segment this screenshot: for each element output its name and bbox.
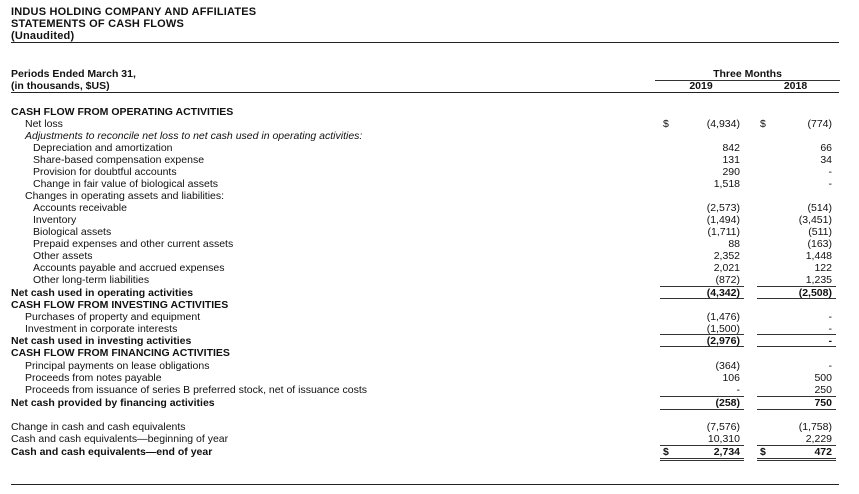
value-2018: (774) xyxy=(807,118,832,130)
value-2018: 2,229 xyxy=(805,433,832,445)
value-2018: 500 xyxy=(814,372,832,384)
subtotal-rule xyxy=(757,298,836,299)
row-label: Adjustments to reconcile net loss to net cash used in operating activities: xyxy=(25,130,363,142)
value-2018: - xyxy=(828,311,832,323)
row-label: Investment in corporate interests xyxy=(25,323,178,335)
value-2018: (514) xyxy=(807,202,832,214)
row-label: Cash and cash equivalents—end of year xyxy=(11,446,213,458)
value-2018: 34 xyxy=(820,154,832,166)
period-label: Periods Ended March 31, xyxy=(11,68,136,80)
value-2019: - xyxy=(736,384,740,396)
subtotal-rule xyxy=(660,334,744,335)
value-2019: (1,711) xyxy=(707,226,740,238)
row-label: Other long-term liabilities xyxy=(33,274,150,286)
subtotal-rule xyxy=(757,445,836,446)
value-2018: 1,448 xyxy=(805,250,832,262)
value-2019: (364) xyxy=(715,360,740,372)
value-2018: 250 xyxy=(814,384,832,396)
value-2018: 1,235 xyxy=(805,274,832,286)
row-label: Net cash provided by financing activities xyxy=(11,397,215,409)
currency-symbol-2019: $ xyxy=(663,446,669,458)
value-2019: 131 xyxy=(722,154,740,166)
row-label: Depreciation and amortization xyxy=(33,142,173,154)
row-label: CASH FLOW FROM FINANCING ACTIVITIES xyxy=(11,347,230,359)
value-2018: - xyxy=(828,323,832,335)
row-label: Accounts receivable xyxy=(33,202,127,214)
statement-title: STATEMENTS OF CASH FLOWS xyxy=(11,18,185,30)
value-2019: (1,494) xyxy=(706,214,740,226)
row-label: Cash and cash equivalents—beginning of year xyxy=(11,433,229,445)
subtotal-rule xyxy=(660,346,744,347)
value-2018: 122 xyxy=(814,262,832,274)
value-2018: (163) xyxy=(807,238,832,250)
row-label: Share-based compensation expense xyxy=(33,154,205,166)
subtotal-rule xyxy=(757,396,836,397)
value-2018: (1,758) xyxy=(798,421,832,433)
value-2019: (7,576) xyxy=(706,421,740,433)
value-2018: 66 xyxy=(820,142,832,154)
total-rule xyxy=(757,409,836,410)
year-2018-header: 2018 xyxy=(783,80,808,92)
column-header-underline xyxy=(11,92,839,93)
currency-symbol-2019: $ xyxy=(663,118,669,130)
year-2019-header: 2019 xyxy=(689,80,713,92)
value-2019: (1,476) xyxy=(706,311,740,323)
row-label: Changes in operating assets and liabilities: xyxy=(25,190,225,202)
value-2019: 10,310 xyxy=(707,433,740,445)
value-2018: 750 xyxy=(814,397,832,409)
row-label: Prepaid expenses and other current assets xyxy=(33,238,234,250)
value-2018: 472 xyxy=(814,446,832,458)
value-2018: - xyxy=(828,166,832,178)
value-2019: 290 xyxy=(722,166,740,178)
currency-symbol-2018: $ xyxy=(760,446,766,458)
row-label: CASH FLOW FROM INVESTING ACTIVITIES xyxy=(11,299,229,311)
value-2019: 842 xyxy=(722,142,740,154)
subtotal-rule xyxy=(757,286,836,287)
unaudited-label: (Unaudited) xyxy=(11,30,75,42)
value-2019: (4,934) xyxy=(706,118,740,130)
value-2019: (258) xyxy=(715,397,740,409)
grand-total-double-rule xyxy=(757,458,836,461)
grand-total-double-rule xyxy=(660,458,744,461)
row-label: Other assets xyxy=(33,250,93,262)
value-2018: - xyxy=(828,335,832,347)
row-label: Purchases of property and equipment xyxy=(25,311,201,323)
value-2019: 2,021 xyxy=(713,262,740,274)
row-label: Inventory xyxy=(33,214,77,226)
subtotal-rule xyxy=(757,334,836,335)
row-label: Provision for doubtful accounts xyxy=(33,166,177,178)
row-label: Change in cash and cash equivalents xyxy=(11,421,186,433)
subtotal-rule xyxy=(660,396,744,397)
subtotal-rule xyxy=(660,298,744,299)
value-2019: (4,342) xyxy=(706,287,740,299)
units-label: (in thousands, $US) xyxy=(11,80,110,92)
row-label: Change in fair value of biological assets xyxy=(33,178,219,190)
value-2019: 88 xyxy=(728,238,740,250)
subtotal-rule xyxy=(757,346,836,347)
footer-divider xyxy=(11,484,839,485)
header-divider xyxy=(11,42,839,43)
value-2019: (872) xyxy=(715,274,740,286)
row-label: Accounts payable and accrued expenses xyxy=(33,262,225,274)
value-2019: (2,976) xyxy=(706,335,740,347)
column-group-label: Three Months xyxy=(713,68,782,80)
value-2018: - xyxy=(828,360,832,372)
row-label: Net cash used in investing activities xyxy=(11,335,192,347)
value-2018: (2,508) xyxy=(798,287,832,299)
value-2019: 1,518 xyxy=(713,178,740,190)
subtotal-rule xyxy=(660,286,744,287)
value-2018: - xyxy=(828,178,832,190)
value-2019: 2,352 xyxy=(713,250,740,262)
company-name: INDUS HOLDING COMPANY AND AFFILIATES xyxy=(11,6,257,18)
value-2018: (511) xyxy=(808,226,832,238)
row-label: CASH FLOW FROM OPERATING ACTIVITIES xyxy=(11,106,234,118)
subtotal-rule xyxy=(660,445,744,446)
value-2019: 2,734 xyxy=(713,446,740,458)
total-rule xyxy=(660,409,744,410)
value-2018: (3,451) xyxy=(798,214,832,226)
row-label: Net cash used in operating activities xyxy=(11,287,194,299)
value-2019: 106 xyxy=(722,372,740,384)
row-label: Proceeds from notes payable xyxy=(25,372,162,384)
row-label: Proceeds from issuance of series B preferred stock, net of issuance costs xyxy=(25,384,367,396)
currency-symbol-2018: $ xyxy=(760,118,766,130)
row-label: Net loss xyxy=(25,118,63,130)
value-2019: (1,500) xyxy=(706,323,740,335)
row-label: Biological assets xyxy=(33,226,112,238)
value-2019: (2,573) xyxy=(706,202,740,214)
row-label: Principal payments on lease obligations xyxy=(25,360,210,372)
